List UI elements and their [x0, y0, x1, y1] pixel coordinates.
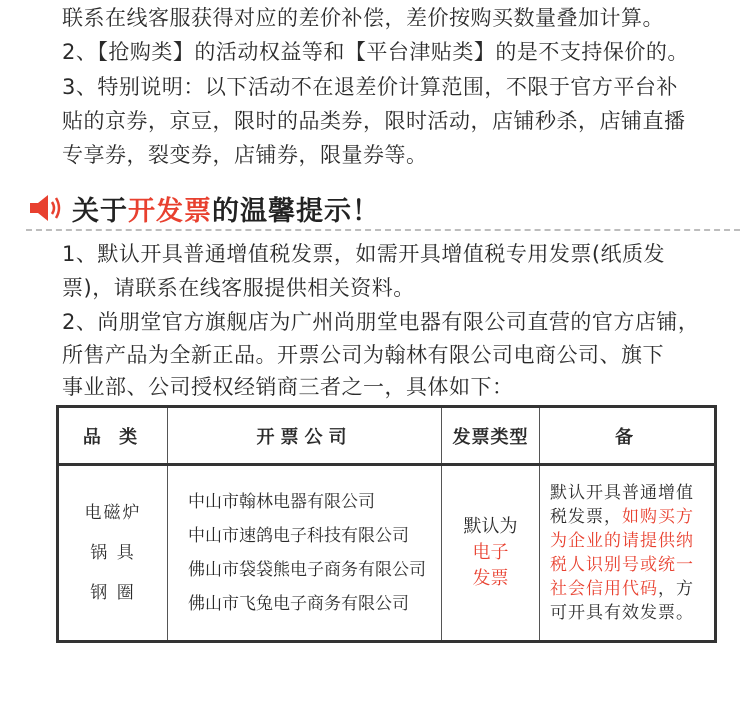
- table-header-row: [58, 407, 716, 465]
- title-post: 的温馨提示！: [212, 195, 380, 227]
- text-line: 票)，请联系在线客服提供相关资料。: [62, 276, 415, 300]
- category-item: 电磁炉: [84, 503, 142, 523]
- text-line: 3、特别说明：以下活动不在退差价计算范围，不限于官方平台补: [62, 75, 678, 99]
- company-item: 中山市翰林电器有限公司: [188, 492, 375, 512]
- note-highlight: 如购买方为企业的请提供纳税人识别号或统一社会信用代码: [550, 507, 694, 599]
- text-line: 所售产品为全新正品。开票公司为翰林有限公司电商公司、旗下: [62, 343, 664, 367]
- company-item: 佛山市袋袋熊电子商务有限公司: [188, 560, 426, 580]
- company-cell: [168, 465, 442, 642]
- text-line: 2、【抢购类】的活动权益等和【平台津贴类】的是不支持保价的。: [62, 40, 689, 64]
- header-category: 品 类: [58, 407, 168, 465]
- company-item: 佛山市飞兔电子商务有限公司: [188, 594, 409, 614]
- title-highlight: 开发票: [128, 195, 212, 227]
- dashed-divider: [26, 229, 740, 231]
- header-type: 发票类型: [442, 407, 540, 465]
- text-line: 1、默认开具普通增值税发票，如需开具增值税专用发票(纸质发: [62, 242, 666, 266]
- note-pre: 默认开具普通增值税发票，: [550, 483, 694, 527]
- text-line: 事业部、公司授权经销商三者之一，具体如下：: [62, 375, 514, 399]
- speaker-icon: [26, 191, 66, 225]
- category-cell: [58, 465, 168, 642]
- text-line: 2、尚朋堂官方旗舰店为广州尚朋堂电器有限公司直营的官方店铺，: [62, 310, 700, 334]
- invoice-type-cell: [442, 465, 540, 642]
- type-invoice: 发票: [472, 568, 509, 589]
- type-electronic: 电子: [472, 542, 509, 563]
- text-line: 联系在线客服获得对应的差价补偿，差价按购买数量叠加计算。: [62, 6, 664, 30]
- title-pre: 关于: [72, 195, 128, 227]
- invoice-table: [56, 405, 717, 643]
- header-company: 开票公司: [168, 407, 442, 465]
- note-post: ，方可开具有效发票。: [550, 579, 694, 623]
- company-item: 中山市速鸽电子科技有限公司: [188, 526, 409, 546]
- type-default: 默认为: [463, 516, 518, 537]
- text-line: 贴的京券，京豆，限时的品类券，限时活动，店铺秒杀，店铺直播: [62, 109, 686, 133]
- text-line: 专享券，裂变券，店铺券，限量券等。: [62, 143, 428, 167]
- note-cell: [540, 465, 716, 642]
- header-note: 备: [540, 407, 716, 465]
- category-item: 锅 具: [90, 543, 136, 563]
- section-heading: [26, 188, 380, 228]
- category-item: 钢 圈: [90, 583, 136, 603]
- section-title: [72, 189, 380, 228]
- table-row: [58, 465, 716, 642]
